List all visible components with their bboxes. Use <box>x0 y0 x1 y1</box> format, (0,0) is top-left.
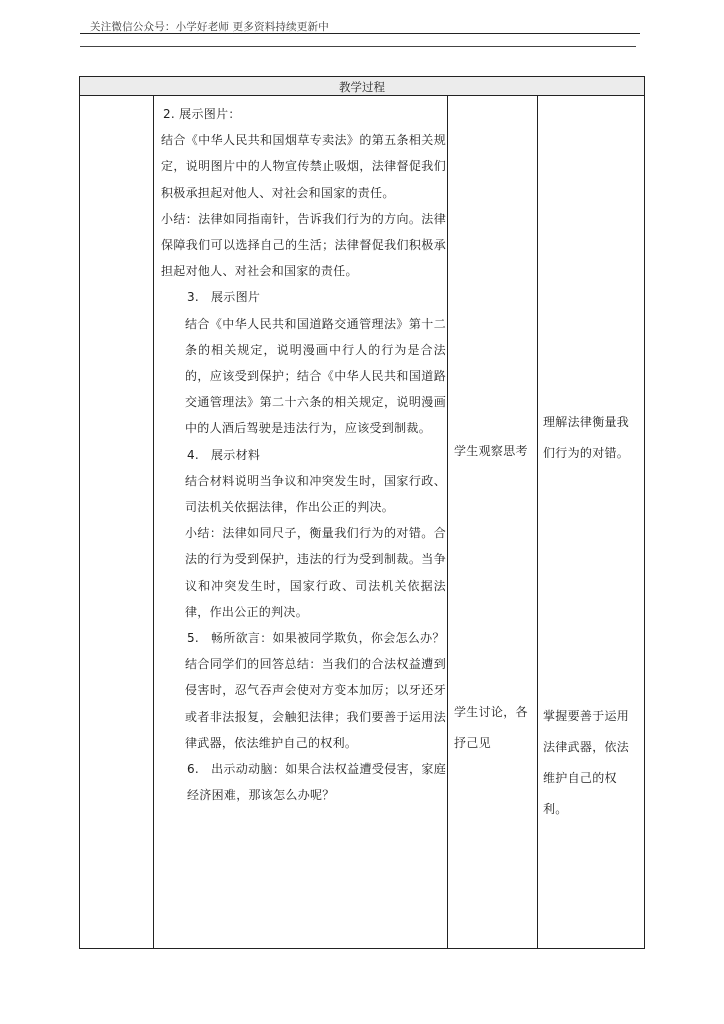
teaching-process-table <box>79 76 645 949</box>
step-4-explanation: 结合材料说明当争议和冲突发生时，国家行政、司法机关依据法律，作出公正的判决。 <box>185 473 446 515</box>
step-2-heading: 2. 展示图片： <box>163 107 241 121</box>
column-divider-1 <box>153 95 154 948</box>
column-divider-3 <box>537 95 538 948</box>
step-6-heading: 6. 出示动动脑：如果合法权益遭受侵害，家庭经济困难，那该怎么办呢？ <box>187 762 446 803</box>
design-intent-2: 掌握要善于运用法律武器，依法维护自己的权利。 <box>543 709 630 816</box>
student-activity-2: 学生讨论，各抒己见 <box>454 705 528 750</box>
step-3-heading: 3. 展示图片 <box>187 290 261 305</box>
design-intent-1: 理解法律衡量我们行为的对错。 <box>543 415 630 460</box>
column-divider-2 <box>447 95 448 948</box>
step-5-heading: 5. 畅所欲言：如果被同学欺负，你会怎么办？ <box>187 631 445 646</box>
step-2-explanation: 结合《中华人民共和国烟草专卖法》的第五条相关规定，说明图片中的人物宣传禁止吸烟，法律督促我们积极承担起对他人、对社会和国家的责任。 <box>161 133 446 200</box>
table-title: 教学过程 <box>80 77 644 96</box>
step-3-explanation: 结合《中华人民共和国道路交通管理法》第十二条的相关规定，说明漫画中行人的行为是合法的，应该受到保护；结合《中华人民共和国道路交通管理法》第二十六条的相关规定，说明漫画中的人酒后驾驶是违法行为，应该受到制裁。 <box>185 316 446 436</box>
student-activity-1: 学生观察思考 <box>454 444 528 458</box>
summary-2: 小结：法律如同尺子，衡量我们行为的对错。合法的行为受到保护，违法的行为受到制裁。当争议和冲突发生时，国家行政、司法机关依据法律，作出公正的判决。 <box>185 526 446 619</box>
step-4-heading: 4. 展示材料 <box>187 447 261 462</box>
summary-1: 小结：法律如同指南针，告诉我们行为的方向。法律保障我们可以选择自己的生活；法律督促我们积极承担起对他人、对社会和国家的责任。 <box>161 211 446 279</box>
header-note: 关注微信公众号：小学好老师 更多资料持续更新中 <box>90 21 329 33</box>
step-5-summary: 结合同学们的回答总结：当我们的合法权益遭到侵害时，忍气吞声会使对方变本加厉；以牙还牙或者非法报复，会触犯法律；我们要善于运用法律武器，依法维护自己的权利。 <box>185 657 446 750</box>
teaching-content-cell <box>161 101 446 808</box>
header-rule <box>80 33 640 34</box>
header-rule-secondary <box>80 46 636 47</box>
